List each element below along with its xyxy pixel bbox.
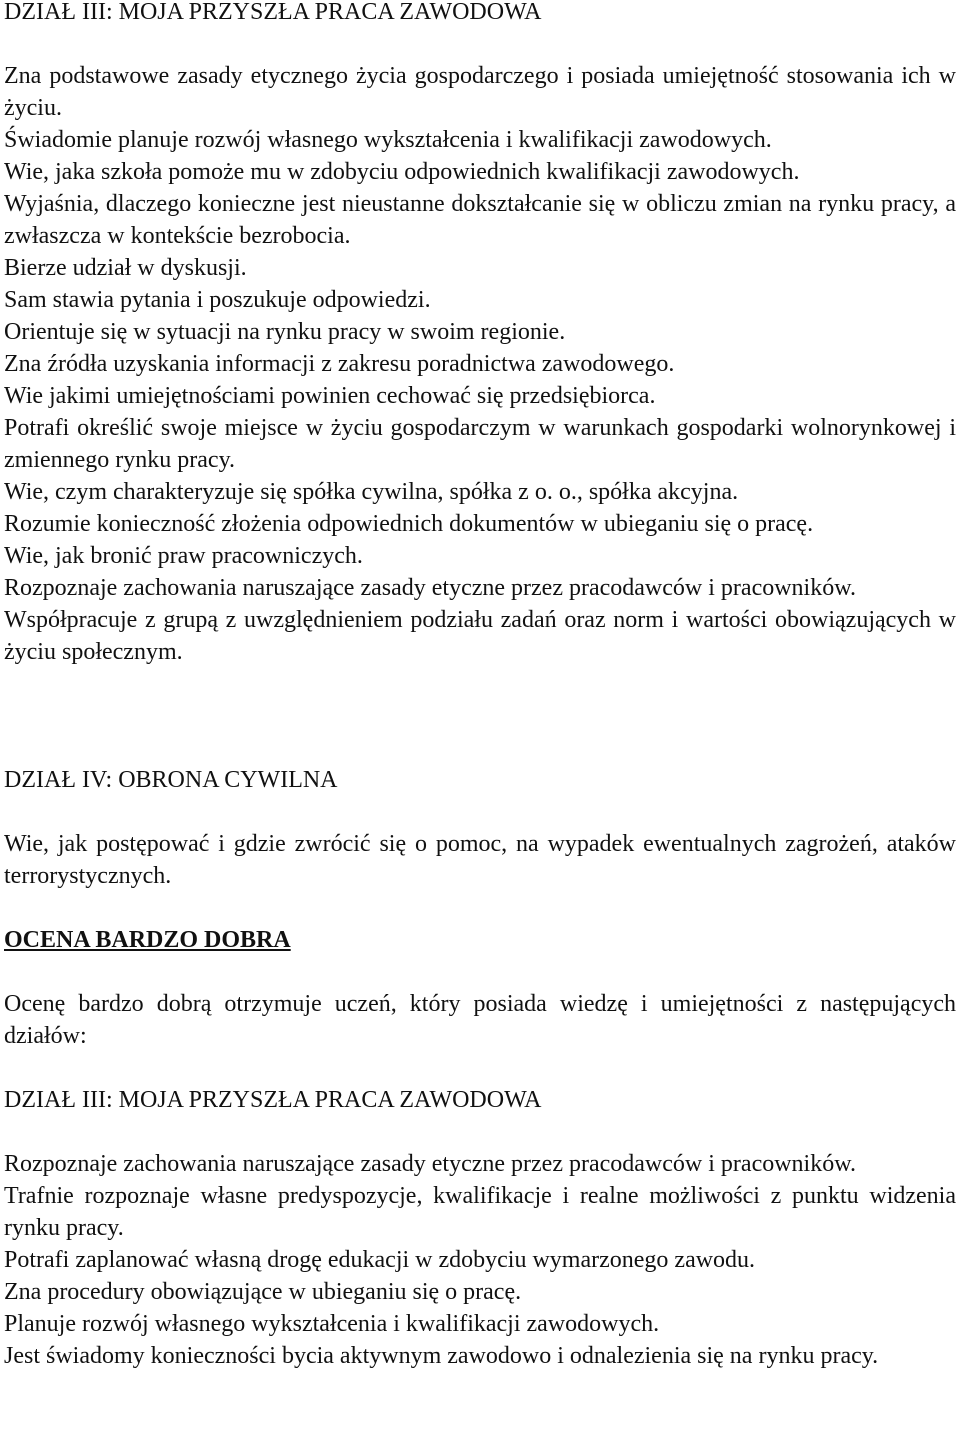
- list-item: Zna źródła uzyskania informacji z zakresu poradnictwa zawodowego.: [4, 351, 675, 377]
- section-3-list: [4, 60, 956, 668]
- list-item: Rozpoznaje zachowania naruszające zasady etyczne przez pracodawców i pracowników.: [4, 575, 856, 601]
- list-item: Świadomie planuje rozwój własnego wykształcenia i kwalifikacji zawodowych.: [4, 127, 772, 153]
- list-item: Orientuje się w sytuacji na rynku pracy w swoim regionie.: [4, 319, 566, 345]
- grade-intro: Ocenę bardzo dobrą otrzymuje uczeń, który posiada wiedzę i umiejętności z następujących działów:: [4, 991, 956, 1049]
- section-3-heading: DZIAŁ III: MOJA PRZYSZŁA PRACA ZAWODOWA: [4, 0, 542, 25]
- list-item: Wie jakimi umiejętnościami powinien cechować się przedsiębiorca.: [4, 383, 656, 409]
- section-4-heading: DZIAŁ IV: OBRONA CYWILNA: [4, 767, 338, 793]
- list-item: Sam stawia pytania i poszukuje odpowiedzi.: [4, 287, 431, 313]
- section-4-text: Wie, jak postępować i gdzie zwrócić się o pomoc, na wypadek ewentualnych zagrożeń, ataków terrorystycznych.: [4, 831, 956, 889]
- section-3b-list: [4, 1148, 956, 1372]
- list-item: Rozumie konieczność złożenia odpowiednich dokumentów w ubieganiu się o pracę.: [4, 511, 814, 537]
- list-item: Wie, jaka szkoła pomoże mu w zdobyciu odpowiednich kwalifikacji zawodowych.: [4, 159, 800, 185]
- list-item: Jest świadomy konieczności bycia aktywnym zawodowo i odnalezienia się na rynku pracy.: [4, 1343, 879, 1369]
- list-item: Trafnie rozpoznaje własne predyspozycje, kwalifikacje i realne możliwości z punktu widzenia rynku pracy.: [4, 1183, 956, 1241]
- list-item: Potrafi zaplanować własną drogę edukacji w zdobyciu wymarzonego zawodu.: [4, 1247, 756, 1273]
- list-item: Bierze udział w dyskusji.: [4, 255, 247, 281]
- list-item: Potrafi określić swoje miejsce w życiu gospodarczym w warunkach gospodarki wolnorynkowej i zmiennego rynku pracy.: [4, 415, 956, 473]
- list-item: Wie, jak bronić praw pracowniczych.: [4, 543, 363, 569]
- list-item: Zna procedury obowiązujące w ubieganiu się o pracę.: [4, 1279, 522, 1305]
- list-item: Wie, czym charakteryzuje się spółka cywilna, spółka z o. o., spółka akcyjna.: [4, 479, 739, 505]
- list-item: Zna podstawowe zasady etycznego życia gospodarczego i posiada umiejętność stosowania ich w życiu.: [4, 63, 956, 121]
- list-item: Planuje rozwój własnego wykształcenia i kwalifikacji zawodowych.: [4, 1311, 660, 1337]
- list-item: Rozpoznaje zachowania naruszające zasady etyczne przez pracodawców i pracowników.: [4, 1151, 856, 1177]
- section-3b-heading: DZIAŁ III: MOJA PRZYSZŁA PRACA ZAWODOWA: [4, 1087, 542, 1113]
- list-item: Współpracuje z grupą z uwzględnieniem podziału zadań oraz norm i wartości obowiązujących w życiu społecznym.: [4, 607, 956, 665]
- grade-heading: OCENA BARDZO DOBRA: [4, 927, 291, 953]
- list-item: Wyjaśnia, dlaczego konieczne jest nieustanne dokształcanie się w obliczu zmian na rynku pracy, a zwłaszcza w kontekście bezrobocia.: [4, 191, 956, 249]
